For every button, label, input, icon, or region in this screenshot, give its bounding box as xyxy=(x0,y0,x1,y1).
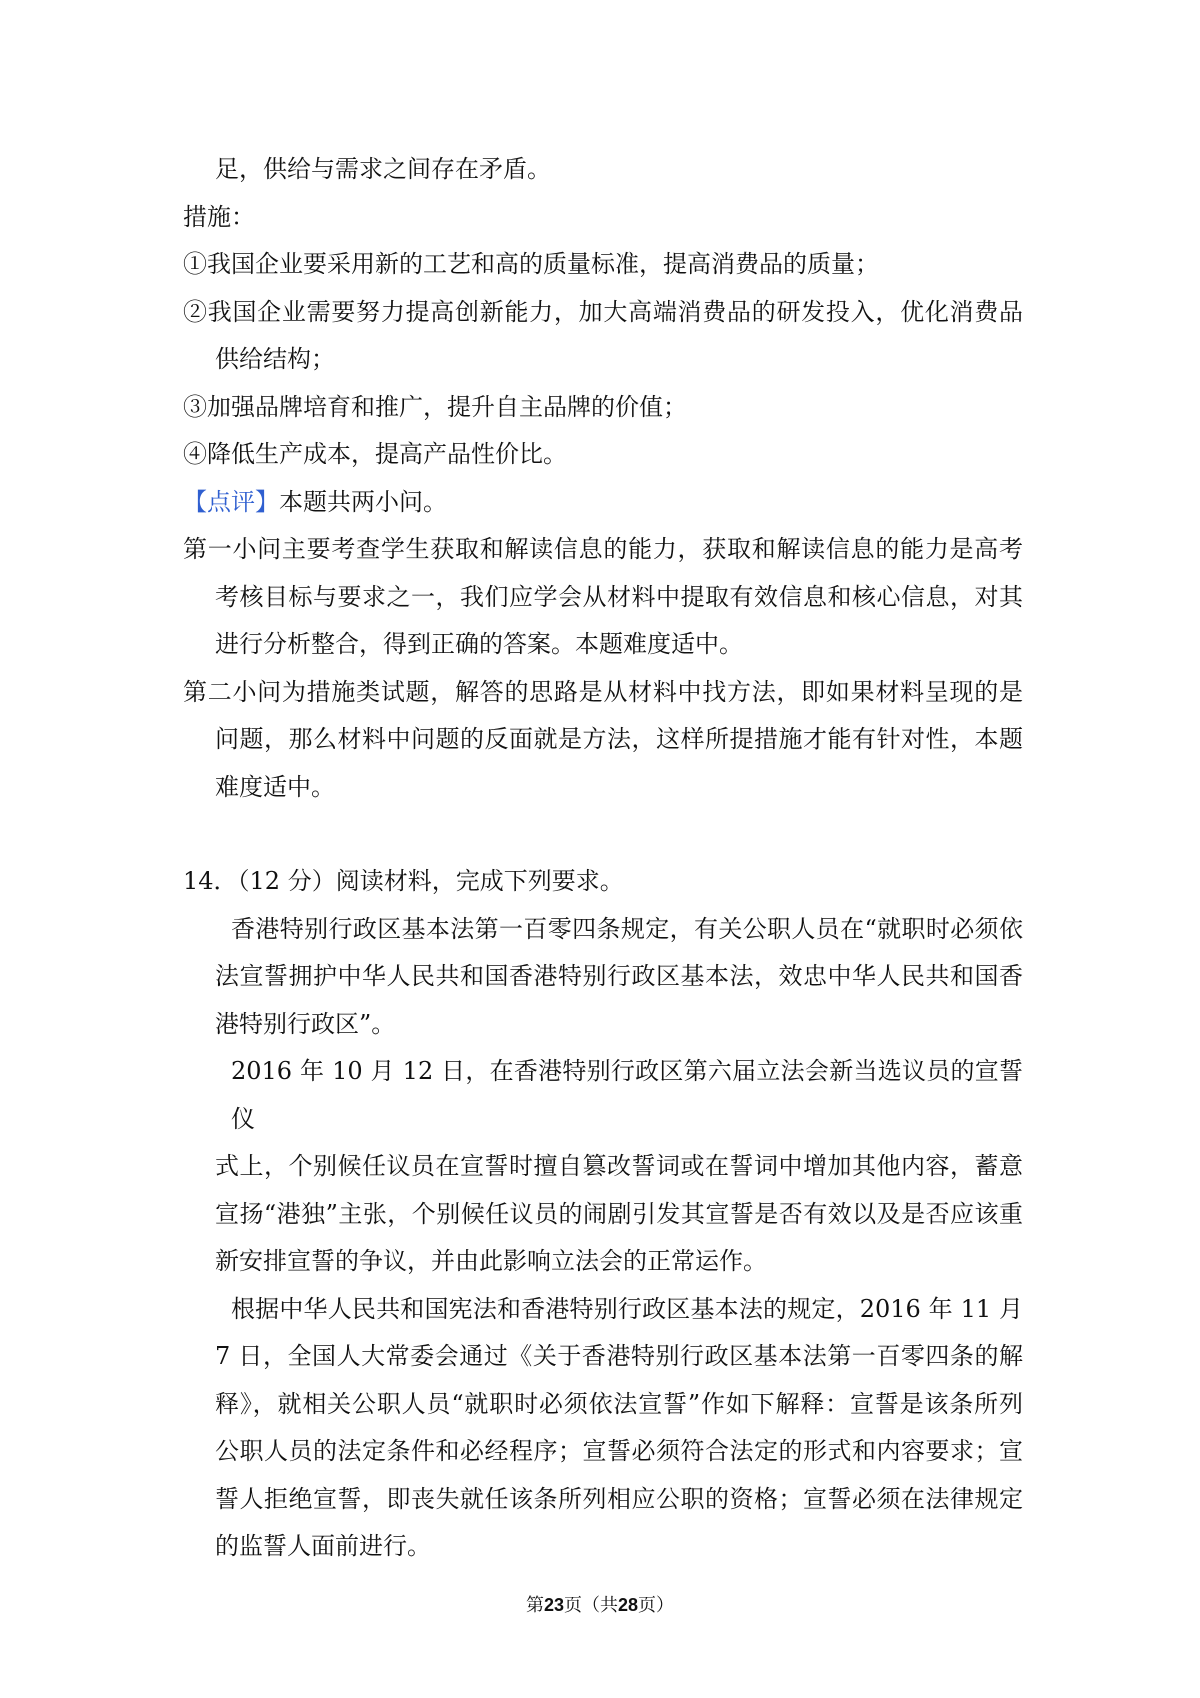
section-gap xyxy=(183,811,1023,858)
commentary-p2-line-2: 问题，那么材料中问题的反面就是方法，这样所提措施才能有针对性，本题 xyxy=(215,725,1023,753)
q14-para3-line-1: 根据中华人民共和国宪法和香港特别行政区基本法的规定，2016 年 11 月 xyxy=(231,1294,1023,1323)
footer-suffix: 页） xyxy=(638,1595,675,1616)
answer-line: 足，供给与需求之间存在矛盾。 xyxy=(215,155,551,183)
commentary-p2-line-1: 第二小问为措施类试题，解答的思路是从材料中找方法，即如果材料呈现的是 xyxy=(183,677,1023,706)
question-14-header: 14．（12 分）阅读材料，完成下列要求。 xyxy=(183,867,624,895)
page-footer xyxy=(0,1593,1200,1618)
footer-prefix: 第 xyxy=(525,1595,544,1616)
commentary-heading xyxy=(183,479,1023,527)
q14-para1-line-3: 港特别行政区”。 xyxy=(215,1009,396,1038)
q14-para1-line-2: 法宣誓拥护中华人民共和国香港特别行政区基本法，效忠中华人民共和国香 xyxy=(215,962,1023,990)
measure-2-line-2: 供给结构； xyxy=(215,345,335,373)
q14-para3-line-4: 公职人员的法定条件和必经程序；宣誓必须符合法定的形式和内容要求；宣 xyxy=(215,1437,1023,1465)
footer-total-pages: 28 xyxy=(618,1595,639,1615)
footer-page-number: 23 xyxy=(543,1595,564,1615)
q14-para2-line-3: 宣扬“港独”主张，个别候任议员的闹剧引发其宣誓是否有效以及是否应该重 xyxy=(215,1199,1023,1228)
q14-para1-line-1: 香港特别行政区基本法第一百零四条规定，有关公职人员在“就职时必须依 xyxy=(231,914,1023,943)
measure-4: ④降低生产成本，提高产品性价比。 xyxy=(183,440,567,468)
q14-para3-line-3: 释》，就相关公职人员“就职时必须依法宣誓”作如下解释：宣誓是该条所列 xyxy=(215,1389,1023,1418)
commentary-p1-line-2: 考核目标与要求之一，我们应学会从材料中提取有效信息和核心信息，对其 xyxy=(215,582,1023,611)
commentary-p1-line-1: 第一小问主要考查学生获取和解读信息的能力，获取和解读信息的能力是高考 xyxy=(183,535,1023,563)
q14-para3-line-2: 7 日，全国人大常委会通过《关于香港特别行政区基本法第一百零四条的解 xyxy=(215,1342,1023,1370)
q14-para2-line-4: 新安排宣誓的争议，并由此影响立法会的正常运作。 xyxy=(215,1247,767,1275)
measures-label: 措施： xyxy=(183,202,255,231)
commentary-p1-line-3: 进行分析整合，得到正确的答案。本题难度适中。 xyxy=(215,630,743,658)
q14-para2-line-2: 式上，个别候任议员在宣誓时擅自篡改誓词或在誓词中增加其他内容，蓄意 xyxy=(215,1152,1023,1180)
q14-para2-line-1: 2016 年 10 月 12 日，在香港特别行政区第六届立法会新当选议员的宣誓仪 xyxy=(231,1057,1023,1133)
page-content xyxy=(183,146,1023,1571)
commentary-tag: 【点评】 xyxy=(183,487,279,516)
footer-middle: 页（共 xyxy=(564,1595,618,1616)
q14-para3-line-5: 誓人拒绝宣誓，即丧失就任该条所列相应公职的资格；宣誓必须在法律规定 xyxy=(215,1484,1023,1513)
commentary-intro: 本题共两小问。 xyxy=(279,487,447,516)
q14-para3-line-6: 的监誓人面前进行。 xyxy=(215,1532,431,1560)
measure-2-line-1: ②我国企业需要努力提高创新能力，加大高端消费品的研发投入，优化消费品 xyxy=(183,297,1023,326)
commentary-p2-line-3: 难度适中。 xyxy=(215,772,335,801)
measure-3: ③加强品牌培育和推广，提升自主品牌的价值； xyxy=(183,392,687,421)
measure-1: ①我国企业要采用新的工艺和高的质量标准，提高消费品的质量； xyxy=(183,250,879,278)
